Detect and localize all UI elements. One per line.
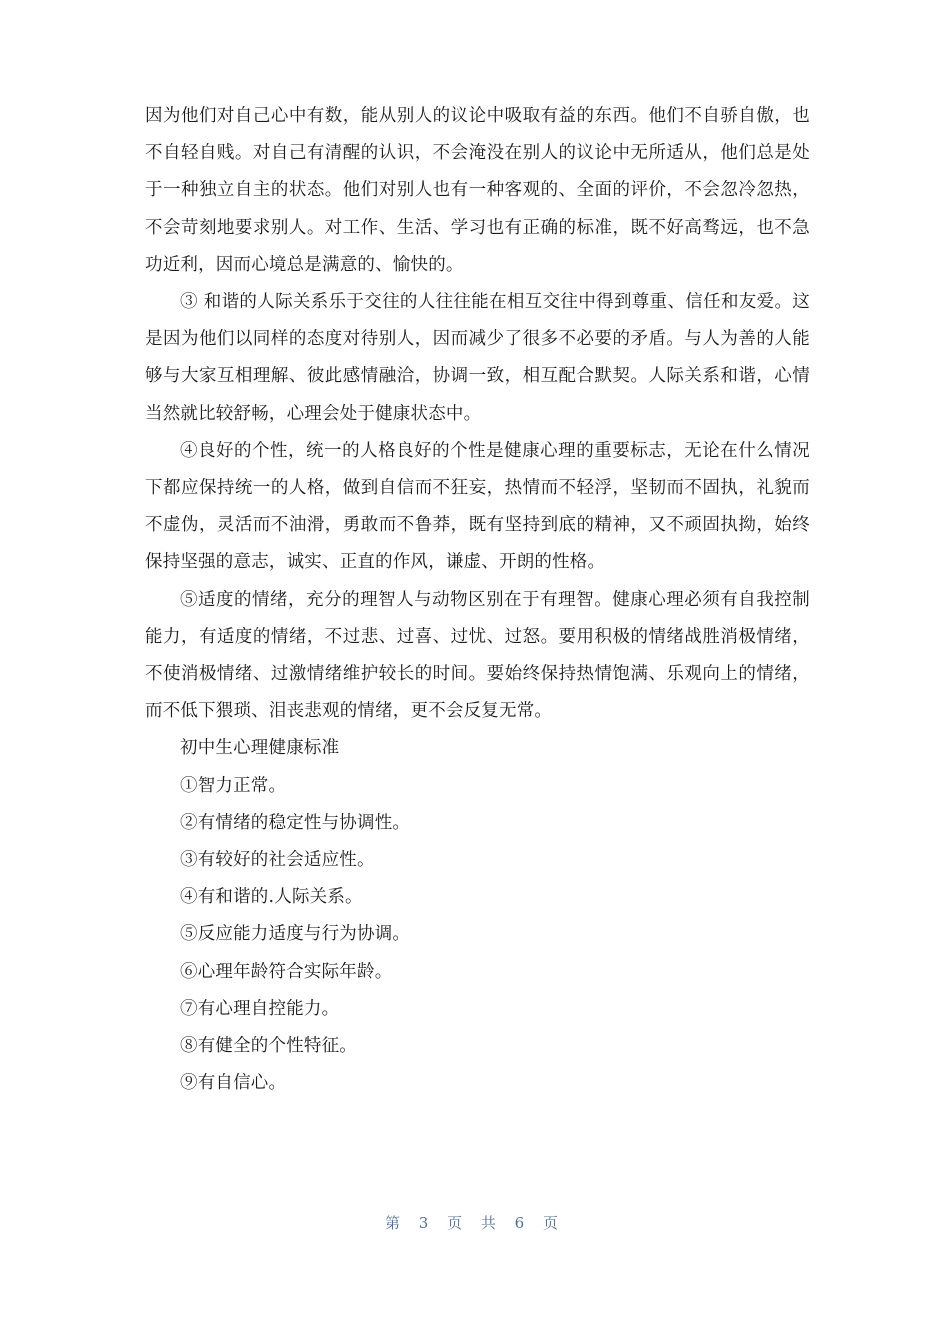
body-paragraph: 因为他们对自己心中有数，能从别人的议论中吸取有益的东西。他们不自骄自傲，也不自轻自贱。对自己有清醒的认识，不会淹没在别人的议论中无所适从，他们总是处于一种独立自主的状态。他们对别人也有一种客观的、全面的评价，不会忽冷忽热，不会苛刻地要求别人。对工作、生活、学习也有正确的标准，既不好高骛远，也不急功近利，因而心境总是满意的、愉快的。 <box>145 106 810 275</box>
list-item: ②有情绪的稳定性与协调性。 <box>180 812 411 833</box>
body-paragraph: ⑤适度的情绪，充分的理智人与动物区别在于有理智。健康心理必须有自我控制能力，有适度的情绪，不过悲、过喜、过忧、过怒。要用积极的情绪战胜消极情绪，不使消极情绪、过激情绪维护较长的时间。要始终保持热情饱满、乐观向上的情绪，而不低下猥琐、泪丧悲观的情绪，更不会反复无常。 <box>145 589 810 722</box>
body-paragraph: ③ 和谐的人际关系乐于交往的人往往能在相互交往中得到尊重、信任和友爱。这是因为他们以同样的态度对待别人，因而减少了很多不必要的矛盾。与人为善的人能够与大家互相理解、彼此感情融洽，协调一致，相互配合默契。人际关系和谐，心情当然就比较舒畅，心理会处于健康状态中。 <box>145 292 810 424</box>
list-item: ⑥心理年龄符合实际年龄。 <box>180 961 393 982</box>
list-item: ①智力正常。 <box>180 775 287 796</box>
page-number-footer: 第 3 页 共 6 页 <box>385 1214 565 1232</box>
section-heading: 初中生心理健康标准 <box>180 738 340 759</box>
list-item: ⑧有健全的个性特征。 <box>180 1036 357 1057</box>
list-item: ④有和谐的.人际关系。 <box>180 887 363 908</box>
list-item: ③有较好的社会适应性。 <box>180 850 375 871</box>
list-item: ⑨有自信心。 <box>180 1073 287 1094</box>
list-item: ⑦有心理自控能力。 <box>180 998 340 1019</box>
document-body <box>145 98 810 1102</box>
list-item: ⑤反应能力适度与行为协调。 <box>180 924 411 945</box>
body-paragraph: ④良好的个性，统一的人格良好的个性是健康心理的重要标志，无论在什么情况下都应保持统一的人格，做到自信而不狂妄，热情而不轻浮，坚韧而不固执，礼貌而不虚伪，灵活而不油滑，勇敢而不鲁莽，既有坚持到底的精神，又不顽固执拗，始终保持坚强的意志，诚实、正直的作风，谦虚、开朗的性格。 <box>145 440 810 573</box>
